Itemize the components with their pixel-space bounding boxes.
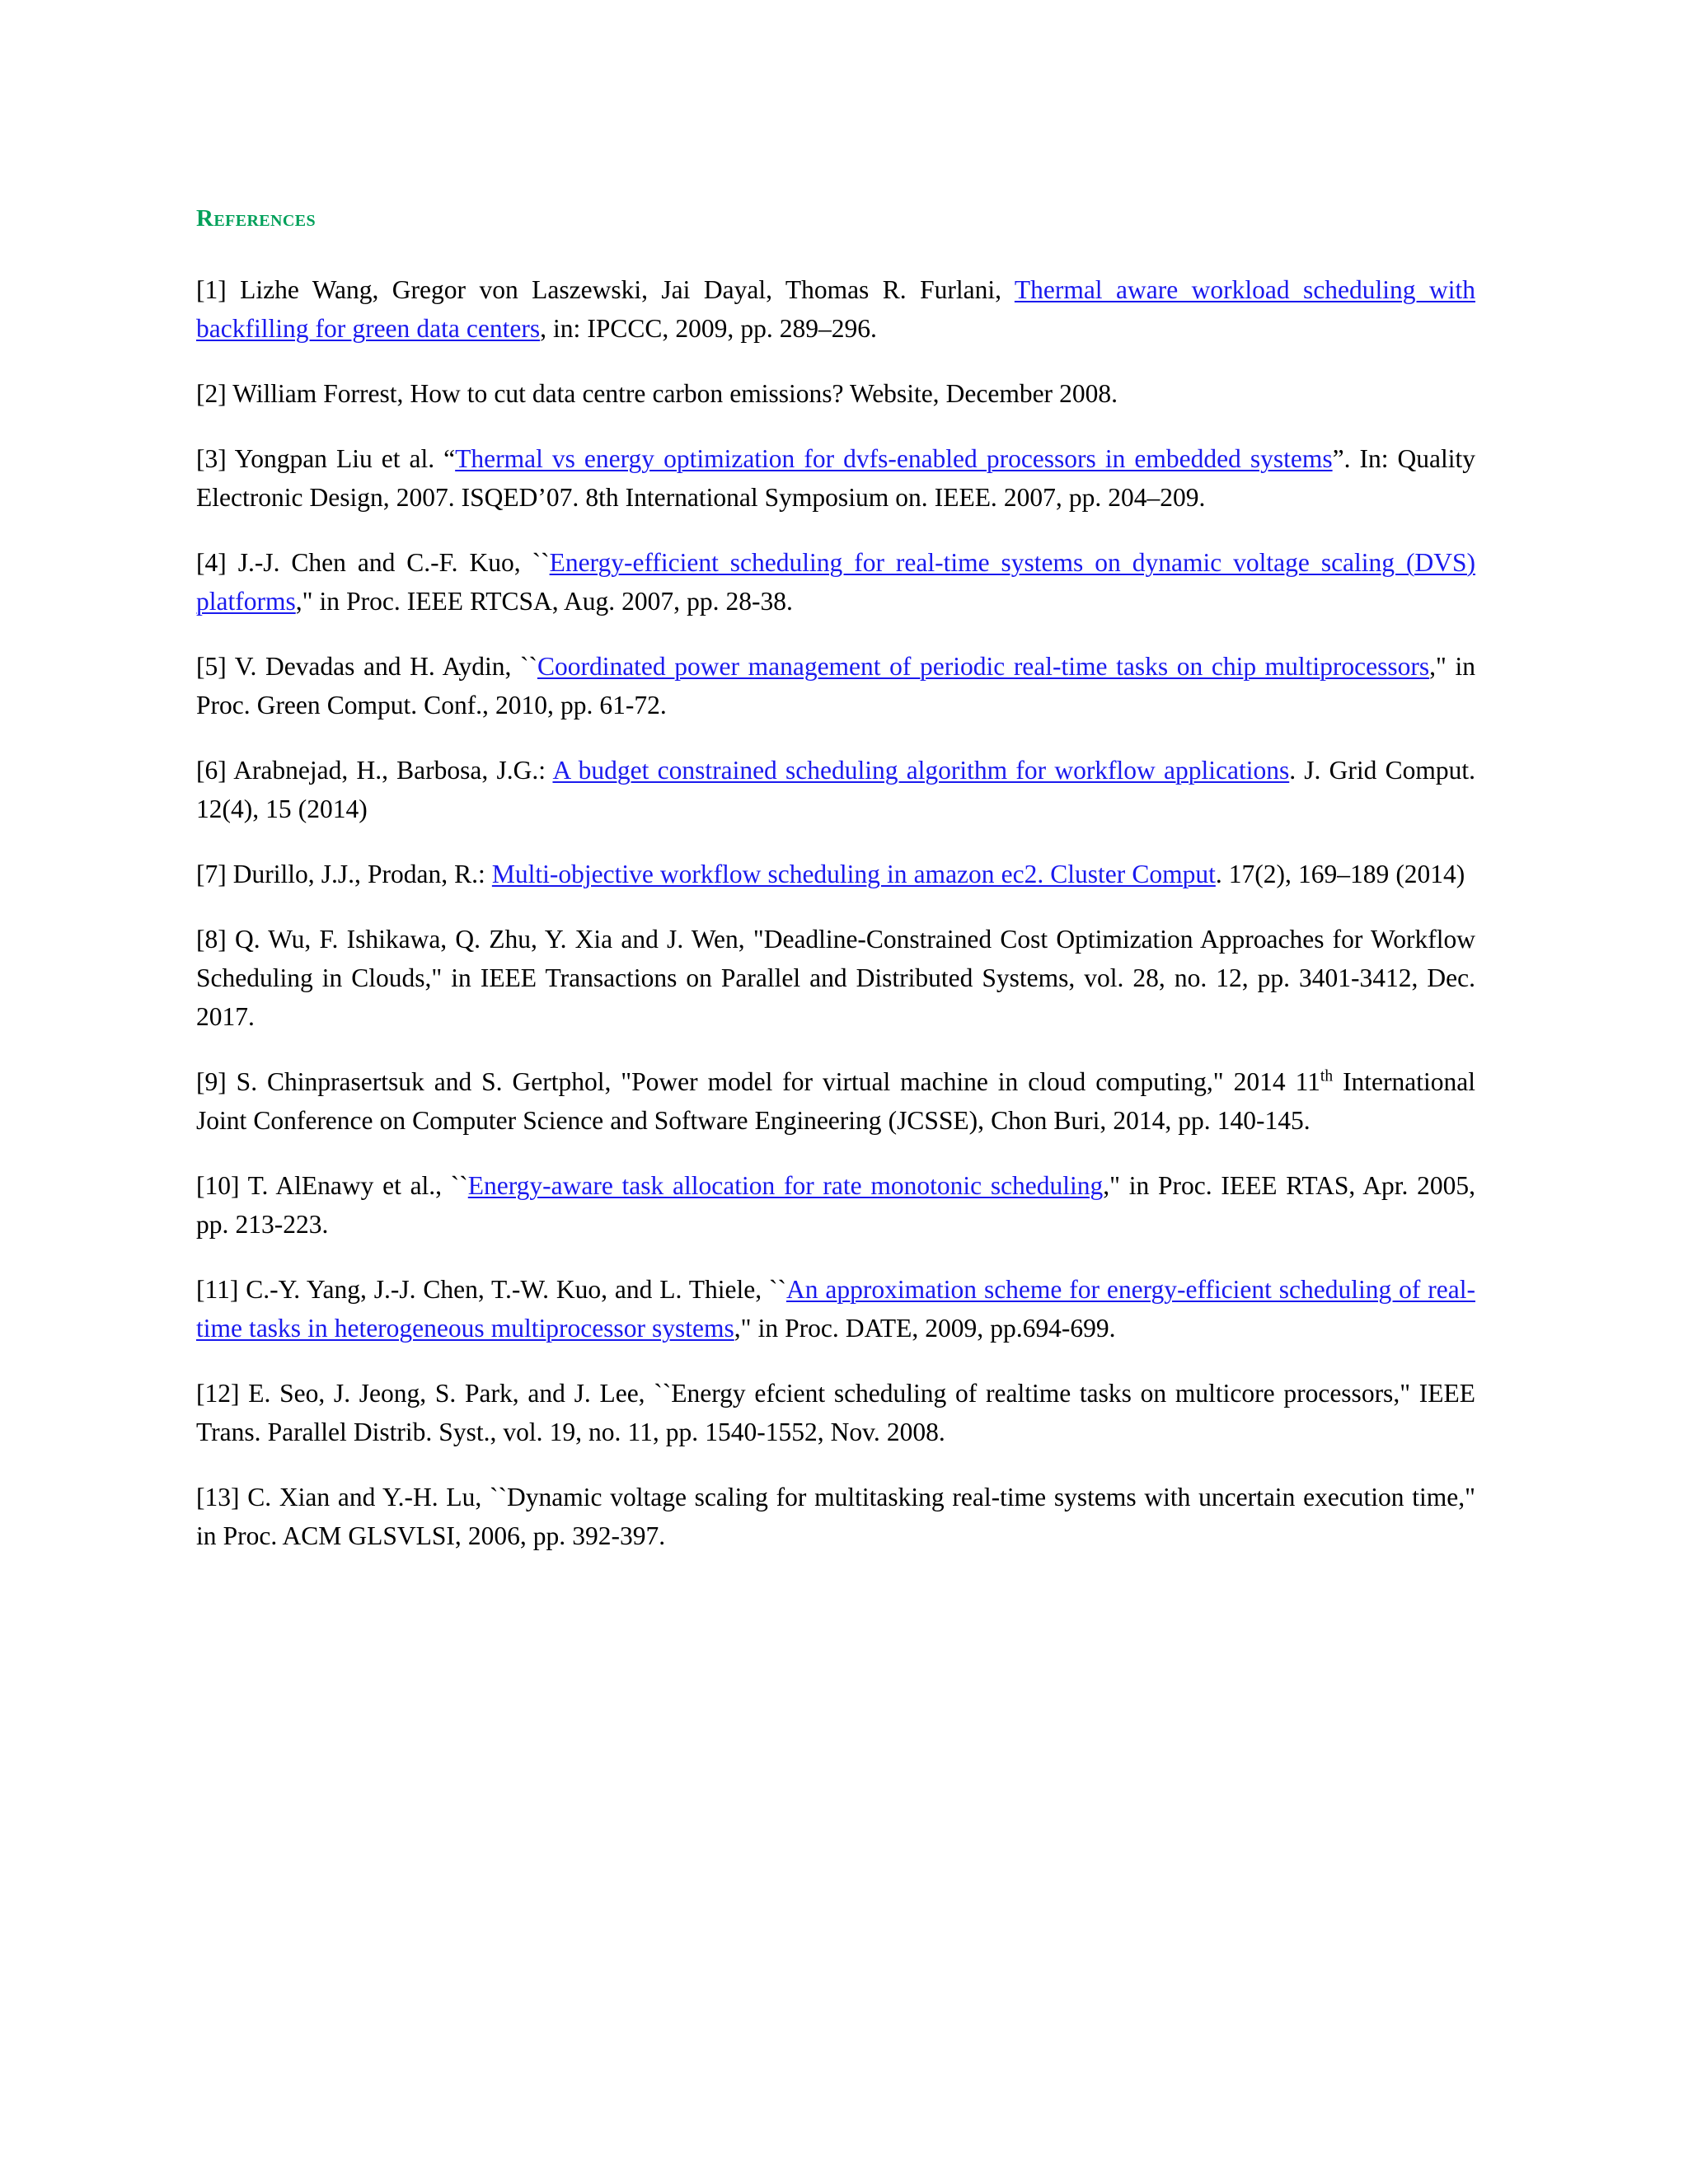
reference-list bbox=[196, 270, 1475, 1555]
reference-hyperlink[interactable]: A budget constrained scheduling algorithm for workflow applications bbox=[552, 755, 1290, 785]
reference-text: International Joint Conference on Computer Science and Software Engineering (JCSSE), Chon Buri, 2014, pp. 140-145. bbox=[196, 1066, 1475, 1135]
reference-hyperlink[interactable]: Coordinated power management of periodic real-time tasks on chip multiprocessors bbox=[537, 651, 1430, 681]
reference-hyperlink[interactable]: Energy-efficient scheduling for real-time systems on dynamic voltage scaling (DVS) platforms bbox=[196, 547, 1475, 616]
reference-entry bbox=[196, 543, 1475, 621]
ordinal-superscript: th bbox=[1320, 1067, 1334, 1085]
reference-entry bbox=[196, 855, 1475, 893]
reference-text: , in: IPCCC, 2009, pp. 289–296. bbox=[540, 313, 877, 343]
reference-hyperlink[interactable]: Multi-objective workflow scheduling in amazon ec2. Cluster Comput bbox=[491, 859, 1216, 888]
reference-text: . J. Grid Comput. 12(4), 15 (2014) bbox=[196, 755, 1475, 823]
reference-entry bbox=[196, 1478, 1475, 1555]
reference-text: [3] Yongpan Liu et al. “ bbox=[196, 443, 456, 473]
reference-text: ”. In: Quality Electronic Design, 2007. ISQED’07. 8th International Symposium on. IEEE. 2007, pp. 204–209. bbox=[196, 443, 1476, 512]
reference-text: ," in Proc. IEEE RTAS, Apr. 2005, pp. 213-223. bbox=[196, 1170, 1475, 1239]
reference-text: [10] T. AlEnawy et al., `` bbox=[196, 1170, 468, 1200]
reference-text: [8] Q. Wu, F. Ishikawa, Q. Zhu, Y. Xia and J. Wen, "Deadline-Constrained Cost Optimization Approaches for Workflow Scheduling in Clouds," in IEEE Transactions on Parallel and Distributed Systems, vol. 28, no. 12, pp. 3401-3412, Dec. 2017. bbox=[196, 924, 1475, 1031]
reference-entry bbox=[196, 1062, 1475, 1140]
reference-text: [2] William Forrest, How to cut data centre carbon emissions? Website, December 2008. bbox=[196, 378, 1118, 408]
reference-text: [7] Durillo, J.J., Prodan, R.: bbox=[196, 859, 492, 888]
reference-entry bbox=[196, 1166, 1475, 1244]
reference-text: [5] V. Devadas and H. Aydin, `` bbox=[196, 651, 537, 681]
reference-text: [9] S. Chinprasertsuk and S. Gertphol, "Power model for virtual machine in cloud computing," 2014 11 bbox=[196, 1066, 1320, 1096]
reference-text: [6] Arabnejad, H., Barbosa, J.G.: bbox=[196, 755, 553, 785]
reference-text: . 17(2), 169–189 (2014) bbox=[1215, 859, 1465, 888]
reference-text: ," in Proc. DATE, 2009, pp.694-699. bbox=[734, 1313, 1116, 1343]
reference-entry bbox=[196, 751, 1475, 828]
reference-text: [12] E. Seo, J. Jeong, S. Park, and J. Lee, ``Energy efcient scheduling of realtime tasks on multicore processors," IEEE Trans. Parallel Distrib. Syst., vol. 19, no. 11, pp. 1540-1552, Nov. 2008. bbox=[196, 1378, 1475, 1446]
reference-entry bbox=[196, 270, 1475, 348]
reference-text: [11] C.-Y. Yang, J.-J. Chen, T.-W. Kuo, and L. Thiele, `` bbox=[196, 1274, 786, 1304]
reference-hyperlink[interactable]: Energy-aware task allocation for rate monotonic scheduling bbox=[467, 1170, 1104, 1200]
reference-entry bbox=[196, 1270, 1475, 1347]
reference-text: ," in Proc. Green Comput. Conf., 2010, pp. 61-72. bbox=[196, 651, 1476, 719]
reference-hyperlink[interactable]: Thermal vs energy optimization for dvfs-enabled processors in embedded systems bbox=[455, 443, 1333, 473]
reference-entry bbox=[196, 374, 1475, 413]
reference-text: [13] C. Xian and Y.-H. Lu, ``Dynamic voltage scaling for multitasking real-time systems with uncertain execution time," in Proc. ACM GLSVLSI, 2006, pp. 392-397. bbox=[196, 1482, 1475, 1550]
reference-text: [1] Lizhe Wang, Gregor von Laszewski, Jai Dayal, Thomas R. Furlani, bbox=[196, 274, 1015, 304]
reference-text: [4] J.-J. Chen and C.-F. Kuo, `` bbox=[196, 547, 550, 577]
reference-hyperlink[interactable]: An approximation scheme for energy-efficient scheduling of real-time tasks in heterogeneous multiprocessor systems bbox=[196, 1274, 1475, 1343]
reference-hyperlink[interactable]: Thermal aware workload scheduling with backfilling for green data centers bbox=[196, 274, 1475, 343]
reference-entry bbox=[196, 647, 1475, 724]
reference-entry bbox=[196, 439, 1475, 517]
reference-entry bbox=[196, 920, 1475, 1036]
reference-entry bbox=[196, 1374, 1475, 1451]
page-title: References bbox=[196, 205, 316, 232]
reference-text: ," in Proc. IEEE RTCSA, Aug. 2007, pp. 28-38. bbox=[295, 586, 793, 616]
